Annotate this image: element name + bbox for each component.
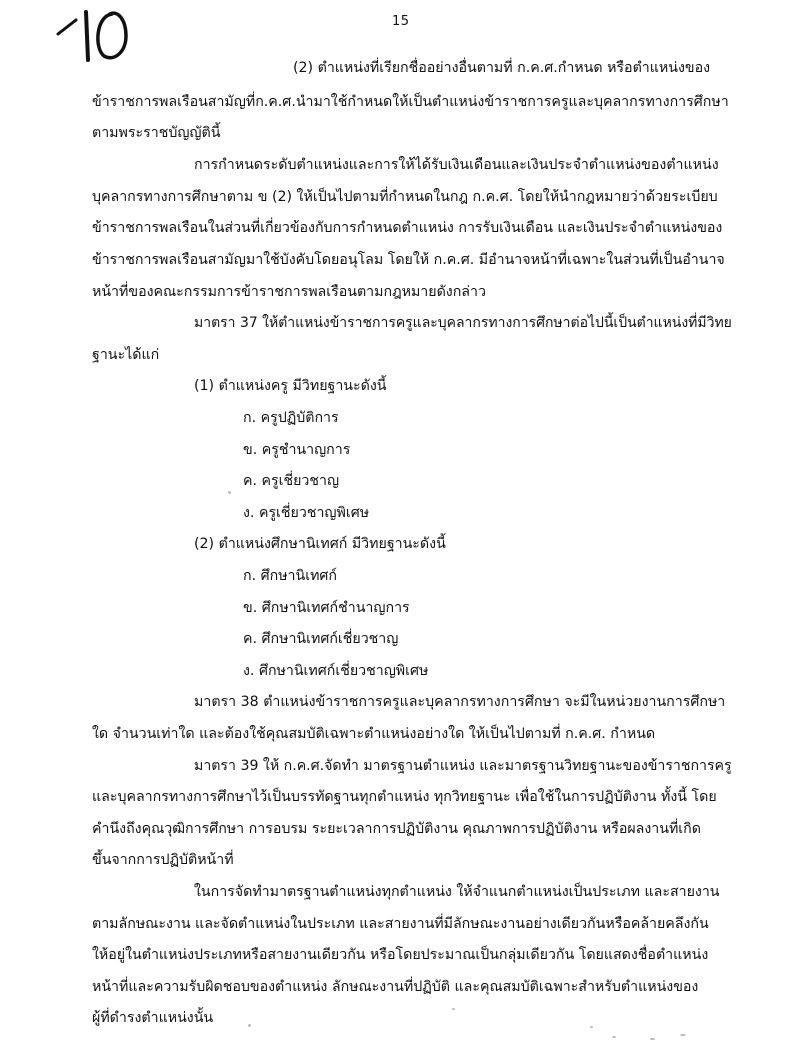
text-line: ข้าราชการพลเรือนสามัญที่ก.ค.ศ.นำมาใช้กำหนดให้เป็นตำแหน่งข้าราชการครูและบุคลากรทางการศึกษา: [92, 94, 729, 110]
scan-speck: [680, 1034, 686, 1036]
list-item: ข. ศึกษานิเทศก์ชำนาญการ: [243, 600, 410, 616]
list-item: ค. ศึกษานิเทศก์เชี่ยวชาญ: [243, 631, 399, 647]
text-line: (2) ตำแหน่งที่เรียกชื่ออย่างอื่นตามที่ ก.ค.ศ.กำหนด หรือตำแหน่งของ: [293, 60, 711, 76]
page-number: 15: [392, 14, 410, 29]
text-line: บุคลากรทางการศึกษาตาม ข (2) ให้เป็นไปตามที่กำหนดในกฎ ก.ค.ศ. โดยให้นำกฎหมายว่าด้วยระเบียบ: [92, 189, 718, 205]
text-line: ใด จำนวนเท่าใด และต้องใช้คุณสมบัติเฉพาะตำแหน่งอย่างใด ให้เป็นไปตามที่ ก.ค.ศ. กำหนด: [92, 726, 656, 742]
list-item: ก. ศึกษานิเทศก์: [243, 568, 338, 584]
scan-speck: [452, 1008, 455, 1010]
text-line: ผู้ที่ดำรงตำแหน่งนั้น: [92, 1010, 214, 1026]
section-heading-line: มาตรา 39 ให้ ก.ค.ศ.จัดทำ มาตรฐานตำแหน่ง และมาตรฐานวิทยฐานะของข้าราชการครู: [194, 758, 732, 774]
list-item: ง. ครูเชี่ยวชาญพิเศษ: [243, 505, 370, 521]
text-line: ในการจัดทำมาตรฐานตำแหน่งทุกตำแหน่ง ให้จำแนกตำแหน่งเป็นประเภท และสายงาน: [194, 884, 720, 900]
list-item: ง. ศึกษานิเทศก์เชี่ยวชาญพิเศษ: [243, 663, 429, 679]
scan-speck: [650, 1038, 655, 1040]
text-line: หน้าที่และความรับผิดชอบของตำแหน่ง ลักษณะงานที่ปฏิบัติ และคุณสมบัติเฉพาะสำหรับตำแหน่งของ: [92, 979, 699, 995]
text-line: การกำหนดระดับตำแหน่งและการให้ได้รับเงินเดือนและเงินประจำตำแหน่งของตำแหน่ง: [194, 157, 719, 173]
scan-speck: [612, 1036, 616, 1038]
text-line: หน้าที่ของคณะกรรมการข้าราชการพลเรือนตามกฎหมายดังกล่าว: [92, 284, 486, 300]
list-heading: (1) ตำแหน่งครู มีวิทยฐานะดังนี้: [194, 378, 387, 394]
text-line: ฐานะได้แก่: [92, 347, 160, 363]
list-item: ก. ครูปฏิบัติการ: [243, 410, 339, 426]
section-heading-line: มาตรา 37 ให้ตำแหน่งข้าราชการครูและบุคลากรทางการศึกษาต่อไปนี้เป็นตำแหน่งที่มีวิทย: [194, 315, 732, 331]
list-heading: (2) ตำแหน่งศึกษานิเทศก์ มีวิทยฐานะดังนี้: [194, 536, 446, 552]
list-item: ข. ครูชำนาญการ: [243, 442, 351, 458]
scan-speck: [248, 1024, 251, 1027]
scan-speck: [228, 491, 231, 494]
section-heading-line: มาตรา 38 ตำแหน่งข้าราชการครูและบุคลากรทางการศึกษา จะมีในหน่วยงานการศึกษา: [194, 694, 726, 710]
text-line: ให้อยู่ในตำแหน่งประเภทหรือสายงานเดียวกัน หรือโดยประมาณเป็นกลุ่มเดียวกัน โดยแสดงชื่อตำแหน่ง: [92, 947, 709, 963]
handwritten-page-mark: [52, 2, 142, 66]
text-line: ตามลักษณะงาน และจัดตำแหน่งในประเภท และสายงานที่มีลักษณะงานอย่างเดียวกันหรือคล้ายคลึงกัน: [92, 916, 709, 932]
text-line: ข้าราชการพลเรือนในส่วนที่เกี่ยวข้องกับการกำหนดตำแหน่ง การรับเงินเดือน และเงินประจำตำแหน่งของ: [92, 220, 723, 236]
scan-speck: [590, 1026, 593, 1028]
text-line: ตามพระราชบัญญัตินี้: [92, 125, 221, 141]
text-line: ข้าราชการพลเรือนสามัญมาใช้บังคับโดยอนุโลม โดยให้ ก.ค.ศ. มีอำนาจหน้าที่เฉพาะในส่วนที่เป็นอำนาจ: [92, 252, 725, 268]
text-line: คำนึงถึงคุณวุฒิการศึกษา การอบรม ระยะเวลาการปฏิบัติงาน คุณภาพการปฏิบัติงาน หรือผลงานที่เกิด: [92, 821, 701, 837]
text-line: และบุคลากรทางการศึกษาไว้เป็นบรรทัดฐานทุกตำแหน่ง ทุกวิทยฐานะ เพื่อใช้ในการปฏิบัติงาน ทั้งนี้ โดย: [92, 789, 717, 805]
text-line: ขึ้นจากการปฏิบัติหน้าที่: [92, 852, 234, 868]
list-item: ค. ครูเชี่ยวชาญ: [243, 473, 340, 489]
